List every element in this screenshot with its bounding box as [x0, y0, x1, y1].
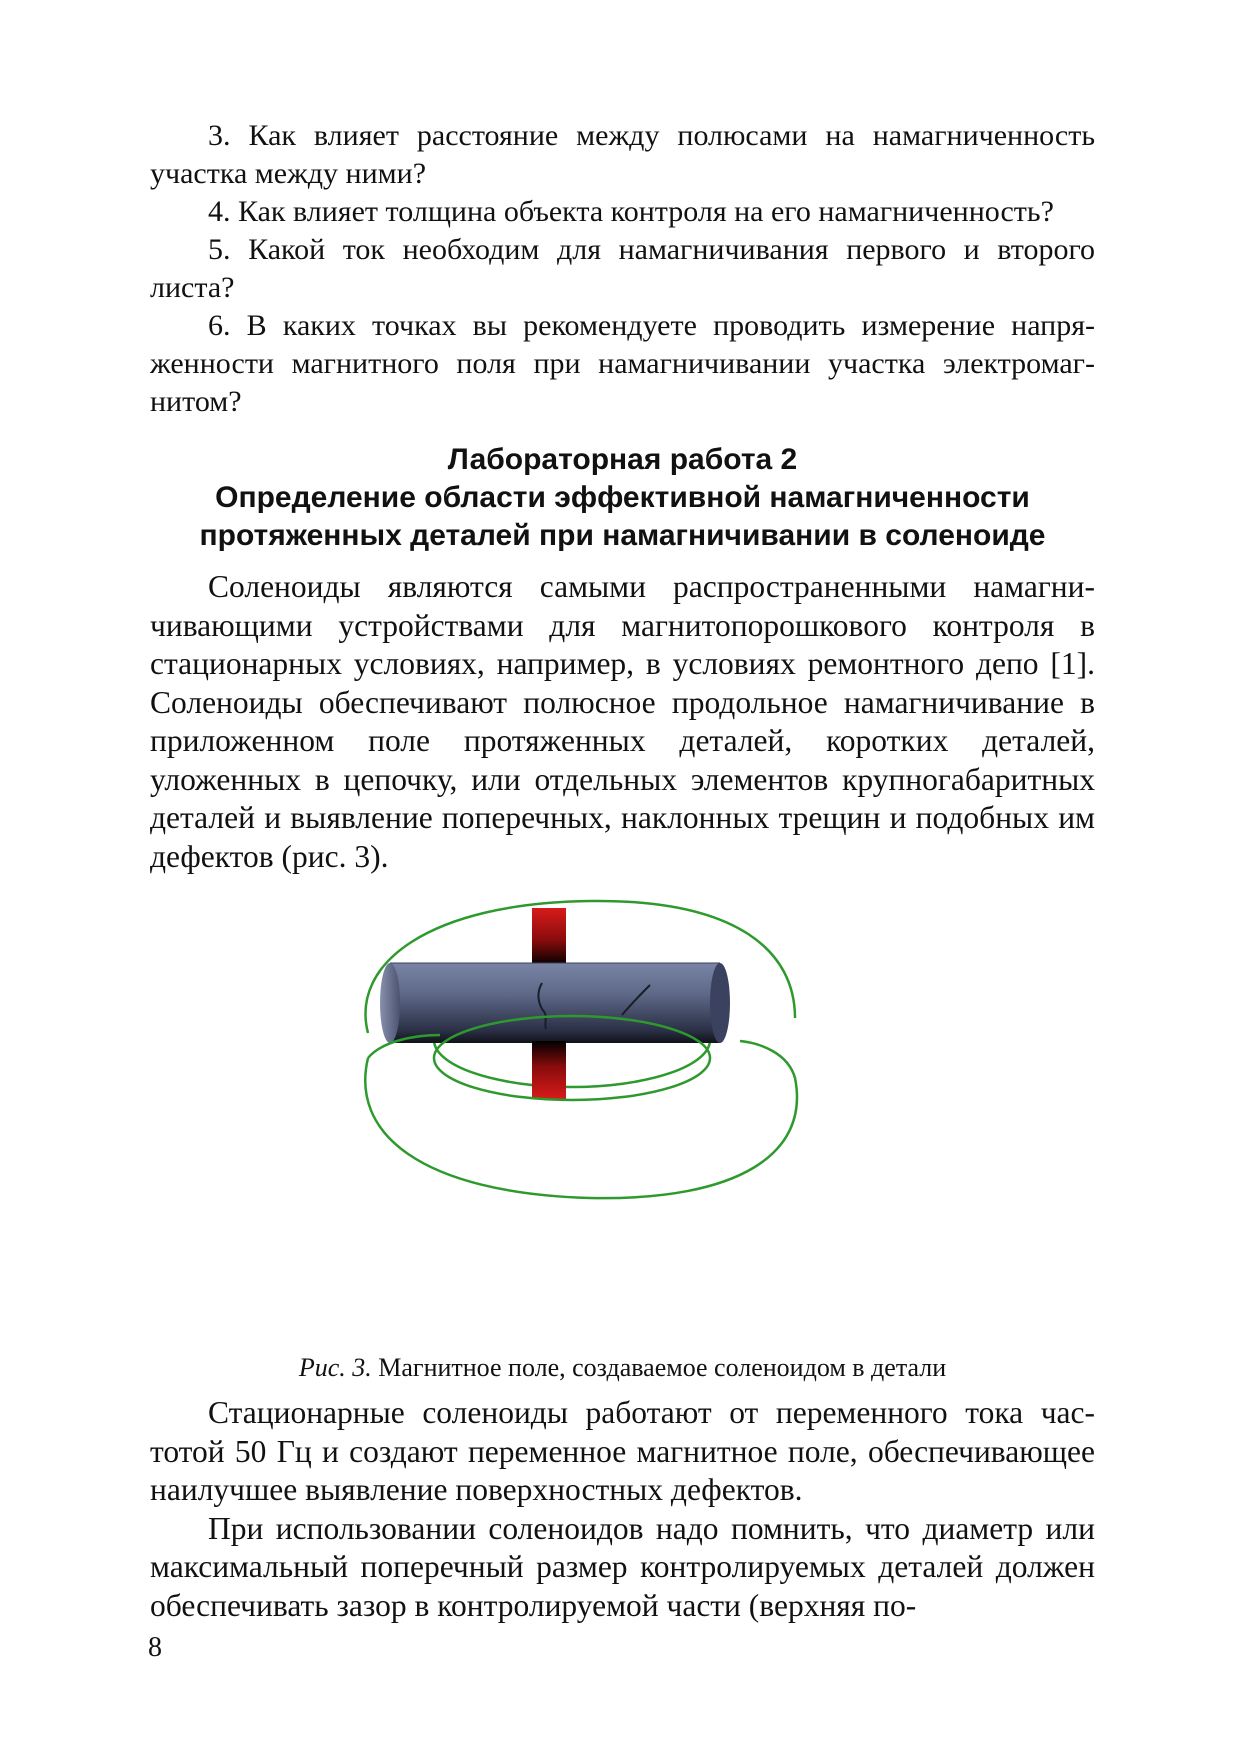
section-heading [130, 441, 1115, 555]
intro-block [150, 568, 1095, 876]
outer-field-line-lower [365, 1041, 797, 1198]
solenoid-figure [340, 893, 900, 1313]
question-4: 4. Как влияет толщина объекта контроля на его намагниченность? [208, 195, 1054, 228]
caption-text: Магнитное поле, создаваемое соленоидом в детали [378, 1353, 947, 1382]
magnetic-field-illustration [340, 893, 900, 1313]
intro-paragraph: Соленоиды являются самыми распространенными намагничивающими устройствами для магнитопорошкового контроля в стационарных условиях, например, в условиях ремонтного депо [1]. Соленоиды обеспечивают полюсное продольное намагничивание в приложенном поле протяженных деталей, коротких деталей, уложенных в цепочку, или отдельных элементов крупногабаритных деталей и выявление поперечных, наклонных трещин и подобных им дефектов (рис. 3). [150, 569, 1095, 874]
lower-pole [532, 1041, 566, 1099]
question-6: 6. В каких точках вы рекомендуете проводить измерение напряженности магнитного поля при намагничивании участка электромагнитом? [150, 309, 1095, 418]
lab-subtitle-line-2: протяженных деталей при намагничивании в соленоиде [199, 519, 1046, 552]
questions-list [150, 117, 1095, 421]
question-5: 5. Какой ток необходим для намагничивания первого и второго листа? [150, 233, 1095, 304]
figure-caption [150, 1352, 1095, 1384]
upper-pole [532, 908, 566, 966]
lab-title: Лабораторная работа 2 [447, 443, 798, 476]
question-3: 3. Как влияет расстояние между полюсами на намагниченность участка между ними? [150, 119, 1095, 190]
paragraph-diameter: При использовании соленоидов надо помнить, что диаметр или максимальный поперечный размер контролируемых деталей должен обеспечивать зазор в контролируемой части (верхняя по- [150, 1510, 1095, 1623]
body-block [150, 1394, 1095, 1625]
page-number: 8 [148, 1632, 162, 1663]
caption-number: Рис. 3. [298, 1353, 372, 1382]
paragraph-ac-frequency: Стационарные соленоиды работают от переменного тока частотой 50 Гц и создают переменное магнитное поле, обеспечивающее наилучшее выявление поверхностных дефектов. [150, 1395, 1095, 1507]
lab-subtitle-line-1: Определение области эффективной намагниченности [215, 481, 1030, 514]
